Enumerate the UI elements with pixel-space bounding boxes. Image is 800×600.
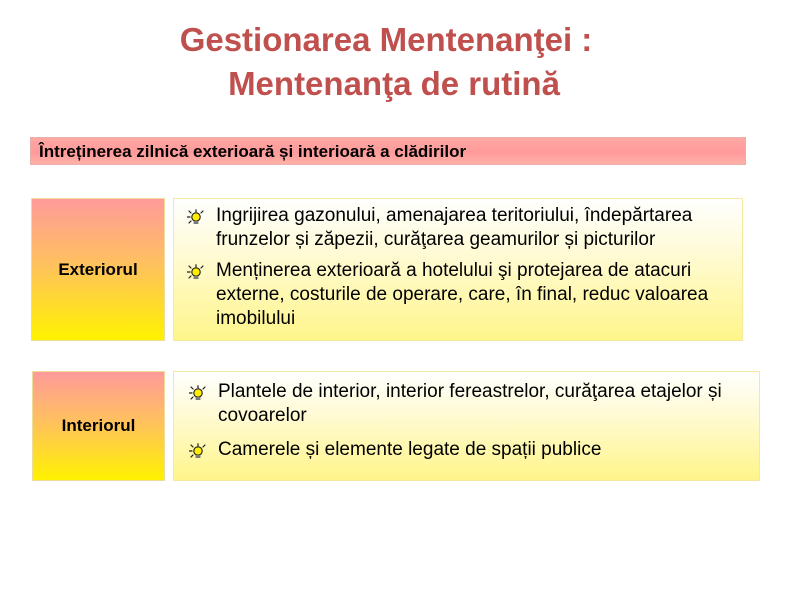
panel-interior — [173, 371, 760, 481]
section-banner: Întreținerea zilnică exterioară și interioară a clădirilor — [30, 137, 746, 165]
list-item-text: Ingrijirea gazonului, amenajarea teritoriului, îndepărtarea frunzelor și zăpezii, curăţarea geamurilor și picturilor — [216, 205, 693, 250]
list-item — [186, 204, 738, 252]
lightbulb-bullet-icon — [186, 209, 208, 225]
panel-exterior — [173, 198, 743, 341]
category-exterior — [31, 198, 165, 341]
list-item — [188, 438, 755, 462]
lightbulb-bullet-icon — [186, 264, 208, 280]
list-item-text: Plantele de interior, interior fereastrelor, curăţarea etajelor și covoarelor — [218, 381, 722, 426]
list-item — [186, 259, 738, 331]
lightbulb-bullet-icon — [188, 443, 210, 459]
list-item-text: Camerele și elemente legate de spații publice — [218, 439, 602, 460]
lightbulb-bullet-icon — [188, 385, 210, 401]
list-item — [188, 380, 755, 428]
list-item-text: Menținerea exterioară a hotelului şi protejarea de atacuri externe, costurile de operare, care, în final, reduc valoarea imobilului — [216, 260, 709, 329]
category-exterior-label: Exteriorul — [58, 259, 138, 279]
category-interior — [32, 371, 165, 481]
slide-title-line1: Gestionarea Mentenanţei : — [179, 21, 593, 58]
category-interior-label: Interiorul — [61, 416, 136, 435]
slide-title-line2: Mentenanţa de rutină — [228, 65, 560, 102]
slide-title — [0, 18, 800, 106]
